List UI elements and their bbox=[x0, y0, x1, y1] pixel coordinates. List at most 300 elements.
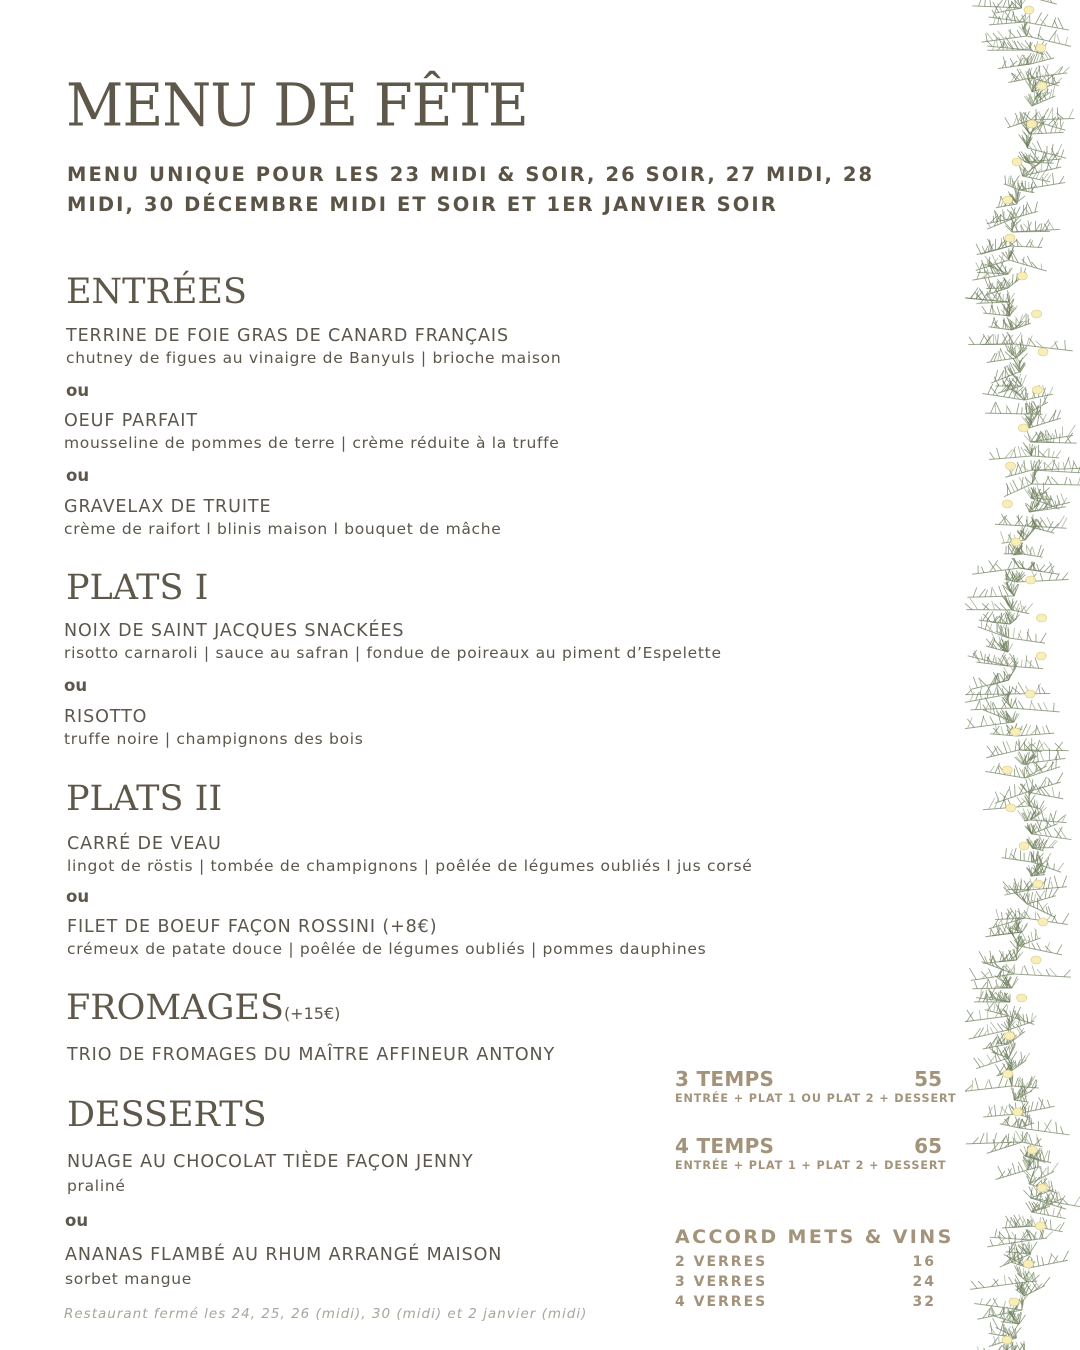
pine-needle bbox=[1009, 849, 1012, 859]
closing-days-note: Restaurant fermé les 24, 25, 26 (midi), 30 (midi) et 2 janvier (midi) bbox=[64, 1306, 588, 1322]
pine-needle bbox=[1031, 460, 1032, 470]
pine-needle bbox=[1040, 573, 1043, 581]
pine-needle bbox=[1030, 1085, 1037, 1092]
pine-needle bbox=[1021, 660, 1022, 667]
pine-needle bbox=[1000, 603, 1006, 610]
dish-description: mousseline de pommes de terre | crème réduite à la truffe bbox=[64, 434, 560, 452]
wine-option-price: 32 bbox=[912, 1294, 936, 1310]
pine-needle bbox=[1037, 969, 1042, 975]
pine-needle bbox=[998, 1166, 1004, 1177]
pine-needle bbox=[1039, 740, 1044, 751]
pine-needle bbox=[1027, 519, 1034, 526]
fairy-light bbox=[1017, 994, 1027, 1002]
fairy-light bbox=[1006, 462, 1016, 470]
pine-needle bbox=[1014, 449, 1015, 458]
section-title-plats-1: PLATS I bbox=[66, 568, 209, 608]
pine-needle bbox=[1037, 1255, 1039, 1266]
formula-4-temps bbox=[675, 1134, 942, 1158]
pine-needle bbox=[989, 560, 996, 571]
pine-needle bbox=[967, 1012, 973, 1021]
wine-option-price: 16 bbox=[912, 1254, 936, 1270]
pine-needle bbox=[1051, 341, 1058, 348]
pine-needle bbox=[1003, 741, 1007, 753]
pine-needle bbox=[1004, 1301, 1005, 1308]
pine-needle bbox=[1039, 1097, 1046, 1108]
or-separator: ou bbox=[64, 676, 88, 695]
pine-needle bbox=[1042, 1277, 1050, 1287]
pine-needle bbox=[1003, 1324, 1004, 1332]
pine-needle bbox=[1031, 1101, 1033, 1111]
pine-needle bbox=[1018, 373, 1021, 381]
pine-needle bbox=[1040, 633, 1046, 643]
pine-needle bbox=[1065, 340, 1066, 350]
pine-needle bbox=[994, 798, 998, 809]
pine-needle bbox=[1006, 1219, 1008, 1227]
pine-needle bbox=[995, 404, 996, 414]
pine-needle bbox=[990, 560, 998, 572]
pine-needle bbox=[1014, 332, 1022, 344]
pine-needle bbox=[998, 196, 1001, 207]
pine-needle bbox=[1043, 702, 1047, 711]
pine-needle bbox=[1018, 446, 1021, 457]
pine-needle bbox=[1042, 74, 1048, 81]
pine-needle bbox=[1048, 778, 1053, 785]
formula-detail: ENTRÉE + PLAT 1 + PLAT 2 + DESSERT bbox=[675, 1159, 947, 1172]
pine-needle bbox=[1001, 726, 1003, 735]
section-title-fromages bbox=[66, 988, 340, 1028]
pine-needle bbox=[1065, 37, 1067, 45]
pine-needle bbox=[1013, 883, 1015, 890]
pine-needle bbox=[1022, 1088, 1023, 1096]
pine-needle bbox=[982, 982, 986, 988]
formula-name: 4 TEMPS bbox=[675, 1134, 775, 1158]
pine-needle bbox=[1023, 1190, 1030, 1198]
pine-needle bbox=[1059, 1212, 1061, 1218]
fairy-light bbox=[1037, 1184, 1047, 1192]
pine-needle bbox=[999, 586, 1003, 596]
wine-pairing-title: ACCORD METS & VINS bbox=[675, 1226, 954, 1248]
pine-needle bbox=[1057, 863, 1063, 871]
pine-needle bbox=[987, 33, 993, 41]
pine-needle bbox=[1000, 927, 1004, 934]
wine-option-price: 24 bbox=[912, 1274, 936, 1290]
pine-needle bbox=[1000, 793, 1007, 799]
pine-needle bbox=[994, 1345, 1002, 1350]
pine-needle bbox=[990, 1322, 992, 1334]
fairy-light bbox=[1019, 842, 1029, 850]
pine-needle bbox=[1023, 205, 1024, 216]
fairy-light bbox=[1012, 158, 1022, 166]
pine-needle bbox=[993, 687, 997, 697]
pine-needle bbox=[1042, 449, 1048, 457]
pine-needle bbox=[1028, 851, 1030, 861]
pine-needle bbox=[1052, 787, 1054, 797]
pine-needle bbox=[990, 0, 991, 6]
pine-needle bbox=[1042, 687, 1046, 693]
pine-needle bbox=[1069, 109, 1073, 119]
fairy-light bbox=[1002, 766, 1012, 774]
pine-needle bbox=[1026, 725, 1031, 735]
pine-needle bbox=[1054, 864, 1055, 870]
pine-needle bbox=[999, 16, 1002, 23]
dish-name: NOIX DE SAINT JACQUES SNACKÉES bbox=[64, 621, 405, 641]
pine-needle bbox=[1038, 238, 1043, 248]
pine-needle bbox=[1050, 968, 1057, 976]
pine-needle bbox=[1058, 18, 1063, 30]
pine-needle bbox=[979, 589, 986, 597]
pine-needle bbox=[1052, 451, 1054, 457]
pine-needle bbox=[1032, 855, 1033, 862]
pine-needle bbox=[1005, 848, 1006, 858]
pine-needle bbox=[1021, 378, 1022, 384]
pine-needle bbox=[1035, 201, 1038, 212]
pine-needle bbox=[993, 589, 997, 597]
pine-needle bbox=[1025, 505, 1030, 511]
pine-needle bbox=[1044, 829, 1047, 836]
pine-needle bbox=[1038, 703, 1042, 711]
pine-needle bbox=[1026, 779, 1029, 791]
pine-needle bbox=[1034, 894, 1035, 902]
pine-branch bbox=[977, 662, 1009, 666]
pine-needle bbox=[1045, 1231, 1052, 1238]
pine-needle bbox=[1012, 699, 1017, 708]
pine-needle bbox=[1010, 698, 1011, 706]
dish-description: crème de raifort l blinis maison l bouquet de mâche bbox=[64, 520, 502, 538]
pine-needle bbox=[982, 306, 987, 313]
pine-needle bbox=[993, 6, 997, 18]
pine-needle bbox=[973, 1138, 979, 1144]
pine-needle bbox=[1048, 1254, 1051, 1264]
pine-needle bbox=[1039, 565, 1045, 571]
pine-needle bbox=[1009, 786, 1011, 798]
pine-needle bbox=[986, 33, 987, 41]
pine-needle bbox=[1010, 29, 1011, 38]
pine-needle bbox=[1019, 1080, 1020, 1086]
pine-needle bbox=[975, 1078, 978, 1090]
pine-needle bbox=[1004, 367, 1008, 376]
pine-needle bbox=[1013, 480, 1018, 491]
pine-needle bbox=[973, 677, 977, 688]
pine-needle bbox=[1025, 476, 1028, 485]
pine-needle bbox=[1010, 483, 1014, 492]
wine-option bbox=[675, 1294, 936, 1310]
pine-needle bbox=[1022, 925, 1027, 932]
pine-needle bbox=[992, 601, 995, 610]
pine-needle bbox=[1025, 1087, 1026, 1095]
pine-needle bbox=[1060, 1127, 1063, 1135]
pine-needle bbox=[1024, 965, 1028, 974]
pine-needle bbox=[1031, 932, 1033, 941]
dish-name: GRAVELAX DE TRUITE bbox=[64, 497, 272, 517]
pine-needle bbox=[986, 1299, 991, 1305]
pine-needle bbox=[996, 564, 1002, 570]
pine-needle bbox=[969, 337, 974, 345]
pine-needle bbox=[1056, 742, 1062, 750]
fairy-light bbox=[1011, 538, 1021, 546]
pine-needle bbox=[1018, 810, 1025, 821]
pine-branch bbox=[1032, 484, 1080, 485]
pine-needle bbox=[1035, 448, 1036, 456]
pine-needle bbox=[1029, 1201, 1034, 1211]
pine-needle bbox=[1014, 1133, 1015, 1142]
pine-needle bbox=[1053, 1208, 1055, 1216]
fairy-light bbox=[1036, 44, 1046, 52]
pine-needle bbox=[997, 306, 1000, 314]
pine-needle bbox=[1005, 117, 1011, 126]
pine-needle bbox=[1041, 1150, 1044, 1161]
pine-needle bbox=[1048, 1151, 1050, 1162]
pine-needle bbox=[998, 1076, 1002, 1087]
pine-needle bbox=[1005, 366, 1006, 377]
pine-needle bbox=[1015, 1234, 1016, 1242]
pine-needle bbox=[1019, 560, 1024, 569]
pine-needle bbox=[1012, 274, 1013, 285]
fairy-light bbox=[1025, 690, 1035, 698]
pine-needle bbox=[1047, 154, 1054, 163]
pine-needle bbox=[1059, 1222, 1064, 1231]
pine-needle bbox=[1037, 751, 1038, 762]
pine-needle bbox=[990, 1239, 993, 1246]
pine-needle bbox=[1000, 531, 1004, 542]
fairy-light bbox=[1032, 386, 1042, 394]
dish-name: NUAGE AU CHOCOLAT TIÈDE FAÇON JENNY bbox=[67, 1152, 474, 1172]
pine-needle bbox=[1040, 549, 1044, 557]
pine-needle bbox=[1017, 273, 1018, 281]
pine-needle bbox=[1048, 877, 1050, 888]
pine-needle bbox=[990, 716, 994, 724]
pine-needle bbox=[969, 968, 976, 980]
fairy-light bbox=[1002, 500, 1012, 508]
pine-needle bbox=[1049, 387, 1053, 395]
pine-needle bbox=[1026, 764, 1033, 773]
pine-needle bbox=[999, 673, 1004, 681]
section-title-desserts: DESSERTS bbox=[67, 1095, 267, 1135]
pine-needle bbox=[1006, 741, 1011, 752]
dish-description: risotto carnaroli | sauce au safran | fondue de poireaux au piment d’Espelette bbox=[64, 644, 722, 662]
pine-needle bbox=[1020, 1149, 1025, 1156]
pine-needle bbox=[1043, 66, 1049, 76]
pine-needle bbox=[1037, 141, 1042, 152]
pine-needle bbox=[1026, 1203, 1032, 1212]
pine-needle bbox=[1042, 219, 1049, 230]
pine-needle bbox=[1021, 447, 1026, 456]
pine-needle bbox=[1030, 700, 1032, 710]
pine-needle bbox=[1015, 784, 1016, 796]
pine-needle bbox=[1045, 491, 1050, 500]
pine-needle bbox=[980, 651, 982, 659]
pine-branch bbox=[1014, 974, 1071, 977]
dish-description: truffe noire | champignons des bois bbox=[64, 730, 364, 748]
pine-needle bbox=[1058, 462, 1059, 471]
pine-needle bbox=[999, 1231, 1000, 1238]
pine-needle bbox=[1061, 493, 1065, 503]
pine-needle bbox=[993, 16, 996, 25]
pine-needle bbox=[1020, 354, 1028, 362]
pine-needle bbox=[1005, 1079, 1007, 1086]
pine-needle bbox=[1047, 517, 1052, 527]
pine-needle bbox=[1053, 810, 1056, 821]
pine-needle bbox=[1072, 463, 1074, 473]
wine-option bbox=[675, 1254, 936, 1270]
pine-needle bbox=[1059, 122, 1063, 133]
pine-needle bbox=[1045, 461, 1052, 469]
pine-needle bbox=[976, 692, 979, 700]
pine-needle bbox=[1069, 458, 1071, 469]
pine-needle bbox=[1012, 976, 1018, 988]
pine-needle bbox=[1049, 221, 1054, 230]
pine-needle bbox=[1030, 446, 1038, 452]
pine-needle bbox=[1000, 954, 1002, 962]
section-title-text: FROMAGES bbox=[66, 988, 284, 1028]
pine-needle bbox=[965, 603, 972, 610]
pine-needle bbox=[1022, 932, 1027, 943]
fairy-light bbox=[1003, 196, 1013, 204]
pine-needle bbox=[1040, 801, 1045, 809]
fairy-light bbox=[1036, 652, 1046, 660]
pine-needle bbox=[1021, 477, 1023, 489]
pine-needle bbox=[1029, 241, 1034, 248]
pine-needle bbox=[1047, 476, 1051, 484]
pine-needle bbox=[1059, 792, 1060, 798]
pine-needle bbox=[990, 452, 995, 459]
pine-needle bbox=[1045, 887, 1047, 898]
fairy-light bbox=[1026, 576, 1036, 584]
pine-needle bbox=[1029, 338, 1036, 346]
pine-needle bbox=[1003, 0, 1008, 7]
pine-needle bbox=[1043, 863, 1048, 875]
pine-needle bbox=[1008, 290, 1009, 302]
fairy-light bbox=[1032, 310, 1042, 318]
pine-needle bbox=[968, 717, 973, 728]
pine-needle bbox=[1026, 239, 1031, 246]
pine-needle bbox=[1046, 430, 1051, 439]
pine-needle bbox=[1017, 30, 1021, 37]
formula-price: 65 bbox=[914, 1134, 942, 1158]
dish-name: TRIO DE FROMAGES DU MAÎTRE AFFINEUR ANTONY bbox=[67, 1045, 556, 1065]
fairy-light bbox=[1005, 1032, 1015, 1040]
wine-option bbox=[675, 1274, 936, 1290]
pine-needle bbox=[985, 590, 988, 597]
pine-needle bbox=[993, 655, 995, 662]
pine-needle bbox=[991, 587, 992, 597]
pine-needle bbox=[987, 1107, 992, 1117]
pine-needle bbox=[1054, 20, 1058, 28]
pine-needle bbox=[992, 305, 993, 314]
pine-needle bbox=[1008, 1277, 1012, 1284]
pine-needle bbox=[973, 587, 977, 597]
pine-needle bbox=[1047, 1100, 1049, 1107]
pine-branch bbox=[1009, 260, 1047, 271]
pine-needle bbox=[1054, 876, 1057, 888]
formula-price: 55 bbox=[914, 1067, 942, 1091]
pine-needle bbox=[987, 1054, 993, 1063]
pine-needle bbox=[1036, 891, 1042, 900]
pine-needle bbox=[1030, 1242, 1037, 1254]
pine-needle bbox=[1003, 40, 1004, 50]
pine-needle bbox=[1008, 544, 1009, 554]
pine-needle bbox=[970, 598, 978, 610]
or-separator: ou bbox=[66, 466, 90, 485]
pine-needle bbox=[1026, 338, 1029, 350]
pine-needle bbox=[1018, 1166, 1019, 1173]
supplement-price: (+15€) bbox=[283, 1004, 341, 1023]
wine-option-label: 4 VERRES bbox=[675, 1294, 768, 1310]
fairy-light bbox=[1037, 614, 1047, 622]
fairy-light bbox=[1027, 120, 1037, 128]
pine-needle bbox=[1074, 1194, 1080, 1205]
pine-needle bbox=[1026, 27, 1027, 35]
section-title-entrees: ENTRÉES bbox=[66, 272, 247, 312]
pine-needle bbox=[1024, 460, 1025, 472]
pine-needle bbox=[1005, 449, 1013, 458]
pine-needle bbox=[981, 716, 984, 727]
pine-needle bbox=[1043, 1150, 1048, 1161]
pine-needle bbox=[1011, 222, 1012, 232]
pine-needle bbox=[1035, 12, 1041, 24]
pine-needle bbox=[982, 246, 985, 252]
pine-needle bbox=[1008, 30, 1015, 38]
pine-needle bbox=[1032, 1220, 1033, 1226]
pine-needle bbox=[1005, 1227, 1010, 1238]
pine-needle bbox=[994, 604, 1000, 610]
dish-name: FILET DE BOEUF FAÇON ROSSINI (+8€) bbox=[67, 917, 438, 937]
pine-needle bbox=[1005, 175, 1006, 184]
pine-needle bbox=[993, 1318, 999, 1329]
dish-description: sorbet mangue bbox=[65, 1270, 193, 1288]
pine-needle bbox=[979, 0, 983, 6]
wine-option-label: 3 VERRES bbox=[675, 1274, 768, 1290]
pine-garland-decoration bbox=[965, 0, 1080, 1350]
pine-needle bbox=[981, 567, 984, 573]
pine-needle bbox=[991, 402, 996, 413]
pine-needle bbox=[1012, 1051, 1017, 1059]
pine-needle bbox=[1032, 547, 1035, 556]
pine-needle bbox=[978, 1281, 984, 1287]
pine-needle bbox=[1031, 1118, 1032, 1130]
pine-needle bbox=[1046, 725, 1049, 733]
pine-needle bbox=[1018, 701, 1023, 709]
pine-needle bbox=[1006, 406, 1007, 414]
pine-needle bbox=[980, 691, 981, 699]
pine-needle bbox=[995, 1105, 996, 1116]
pine-needle bbox=[974, 981, 977, 989]
pine-needle bbox=[997, 684, 998, 694]
pine-needle bbox=[1062, 573, 1068, 580]
fairy-light bbox=[1003, 1070, 1013, 1078]
pine-needle bbox=[1063, 1251, 1069, 1262]
pine-needle bbox=[1042, 1257, 1044, 1265]
page-title: MENU DE FÊTE bbox=[66, 72, 528, 141]
pine-needle bbox=[1057, 516, 1065, 528]
pine-needle bbox=[1008, 1133, 1009, 1142]
pine-branch bbox=[989, 456, 1032, 460]
dish-description: lingot de röstis | tombée de champignons | poêlée de légumes oubliés l jus corsé bbox=[67, 857, 753, 875]
pine-needle bbox=[995, 792, 999, 802]
pine-needle bbox=[1027, 28, 1030, 36]
dish-description: chutney de figues au vinaigre de Banyuls | brioche maison bbox=[66, 349, 562, 367]
pine-needle bbox=[1062, 876, 1066, 887]
pine-needle bbox=[989, 798, 995, 809]
pine-needle bbox=[1057, 34, 1060, 44]
pine-needle bbox=[1056, 450, 1061, 457]
pine-needle bbox=[1036, 224, 1040, 231]
pine-needle bbox=[1037, 519, 1042, 526]
dish-name: ANANAS FLAMBÉ AU RHUM ARRANGÉ MAISON bbox=[65, 1245, 503, 1265]
pine-needle bbox=[1045, 1207, 1048, 1215]
pine-needle bbox=[1013, 628, 1014, 639]
pine-needle bbox=[1015, 765, 1020, 777]
fairy-light bbox=[1010, 728, 1020, 736]
